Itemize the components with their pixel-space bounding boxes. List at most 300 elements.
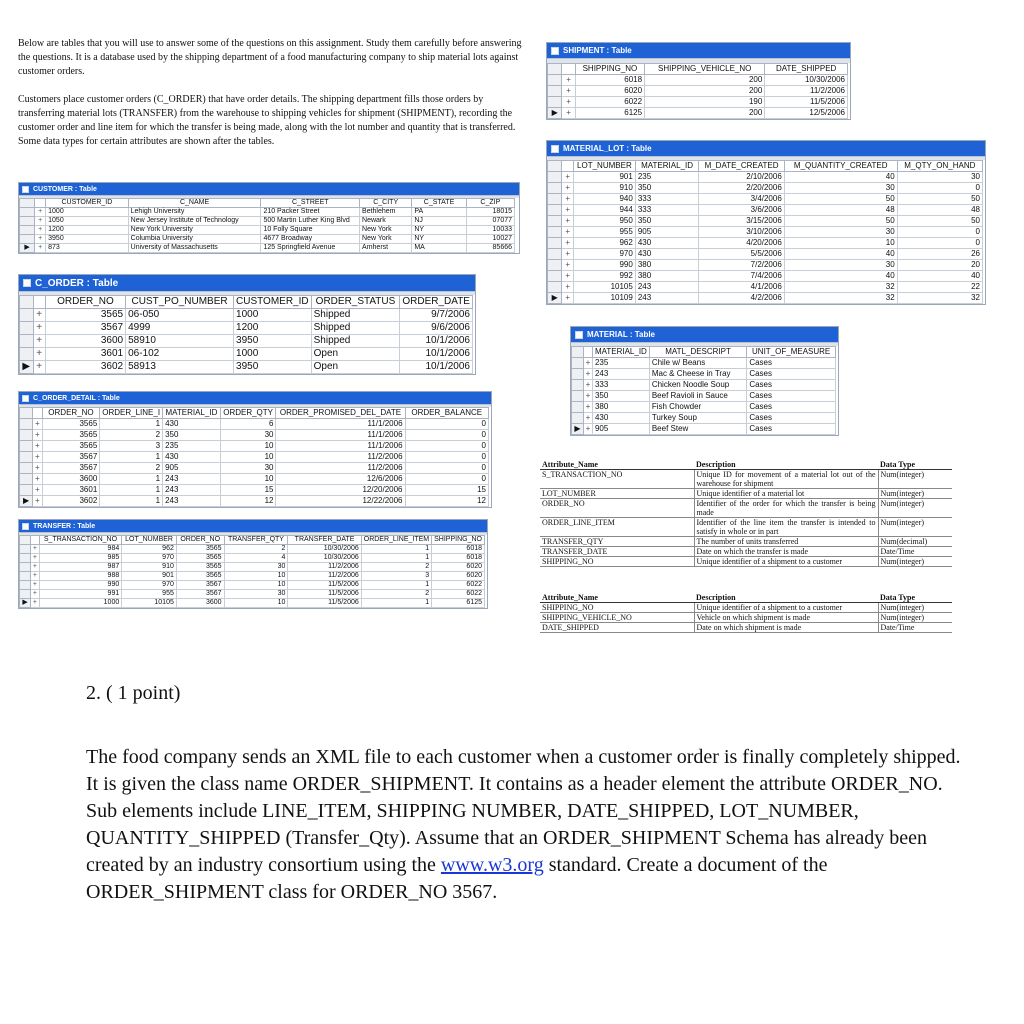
table-title-bar[interactable] xyxy=(19,520,487,532)
table-cell[interactable]: 10109 xyxy=(573,293,635,304)
table-row[interactable] xyxy=(572,358,836,369)
table-cell[interactable]: 40 xyxy=(784,249,897,260)
expand-plus-icon[interactable]: + xyxy=(33,361,45,374)
table-cell[interactable]: 2 xyxy=(224,545,288,554)
expand-plus-icon[interactable]: + xyxy=(33,419,43,430)
table-cell[interactable]: 1 xyxy=(361,545,431,554)
table-cell[interactable]: Cases xyxy=(747,358,836,369)
expand-plus-icon[interactable]: + xyxy=(562,86,575,97)
table-cell[interactable]: 3/4/2006 xyxy=(699,194,784,205)
expand-plus-icon[interactable]: + xyxy=(33,474,43,485)
table-cell[interactable]: Shipped xyxy=(311,335,400,348)
table-cell[interactable]: 235 xyxy=(592,358,649,369)
table-cell[interactable]: 3567 xyxy=(176,581,224,590)
table-cell[interactable]: 0 xyxy=(405,474,488,485)
material-grid[interactable] xyxy=(571,346,836,435)
table-row[interactable] xyxy=(572,369,836,380)
table-cell[interactable]: 6020 xyxy=(432,572,485,581)
table-cell[interactable]: Chicken Noodle Soup xyxy=(649,380,746,391)
expand-plus-icon[interactable]: + xyxy=(31,599,39,608)
table-cell[interactable]: Chile w/ Beans xyxy=(649,358,746,369)
table-cell[interactable]: 6018 xyxy=(575,75,644,86)
c-order-table-window[interactable] xyxy=(18,274,476,375)
table-cell[interactable]: 3567 xyxy=(176,590,224,599)
expand-plus-icon[interactable]: + xyxy=(31,554,39,563)
table-cell[interactable]: 26 xyxy=(897,249,982,260)
table-row[interactable] xyxy=(20,244,515,253)
table-cell[interactable]: 40 xyxy=(897,271,982,282)
table-cell[interactable]: 333 xyxy=(592,380,649,391)
expand-plus-icon[interactable]: + xyxy=(31,581,39,590)
table-cell[interactable]: 1200 xyxy=(234,322,312,335)
table-cell[interactable]: 990 xyxy=(573,260,635,271)
column-header[interactable]: MATL_DESCRIPT xyxy=(649,347,746,358)
expand-plus-icon[interactable]: + xyxy=(31,590,39,599)
table-cell[interactable]: 10 xyxy=(220,452,276,463)
table-cell[interactable]: Lehigh University xyxy=(128,208,261,217)
table-cell[interactable]: 32 xyxy=(784,293,897,304)
row-selector[interactable] xyxy=(20,545,31,554)
table-row[interactable] xyxy=(20,485,489,496)
table-cell[interactable]: 9/6/2006 xyxy=(400,322,473,335)
table-cell[interactable]: 0 xyxy=(405,463,488,474)
table-cell[interactable]: 6020 xyxy=(432,563,485,572)
row-selector[interactable] xyxy=(548,205,562,216)
table-cell[interactable]: 500 Martin Luther King Blvd xyxy=(261,217,360,226)
table-cell[interactable]: 12 xyxy=(220,496,276,507)
table-cell[interactable]: 991 xyxy=(39,590,122,599)
table-cell[interactable]: 10/30/2006 xyxy=(288,554,361,563)
table-cell[interactable]: 3 xyxy=(100,441,163,452)
expand-plus-icon[interactable]: + xyxy=(584,369,593,380)
table-cell[interactable]: 3600 xyxy=(45,335,125,348)
expand-plus-icon[interactable]: + xyxy=(33,335,45,348)
table-cell[interactable]: 1 xyxy=(100,452,163,463)
table-cell[interactable]: 3 xyxy=(361,572,431,581)
table-cell[interactable]: Turkey Soup xyxy=(649,413,746,424)
shipment-table-window[interactable] xyxy=(546,42,851,120)
table-cell[interactable]: 12/22/2006 xyxy=(276,496,405,507)
column-header[interactable]: C_CITY xyxy=(360,199,412,208)
table-title-bar[interactable] xyxy=(547,43,850,58)
row-selector[interactable] xyxy=(548,75,562,86)
table-cell[interactable]: 1 xyxy=(100,485,163,496)
shipment-grid[interactable] xyxy=(547,63,848,119)
table-cell[interactable]: 0 xyxy=(897,227,982,238)
table-cell[interactable]: 30 xyxy=(220,463,276,474)
table-cell[interactable]: 4677 Broadway xyxy=(261,235,360,244)
column-header[interactable]: DATE_SHIPPED xyxy=(765,64,848,75)
row-selector[interactable] xyxy=(572,380,584,391)
column-header[interactable]: SHIPPING_NO xyxy=(575,64,644,75)
table-cell[interactable]: 3950 xyxy=(46,235,129,244)
table-cell[interactable]: 48 xyxy=(784,205,897,216)
column-header[interactable]: M_QUANTITY_CREATED xyxy=(784,161,897,172)
table-cell[interactable]: 11/1/2006 xyxy=(276,419,405,430)
table-cell[interactable]: 243 xyxy=(635,293,698,304)
table-cell[interactable]: 50 xyxy=(897,194,982,205)
table-cell[interactable]: Shipped xyxy=(311,322,400,335)
table-cell[interactable]: 0 xyxy=(897,183,982,194)
column-header[interactable]: C_ZIP xyxy=(466,199,514,208)
table-cell[interactable]: 1 xyxy=(361,554,431,563)
table-row[interactable] xyxy=(20,430,489,441)
table-cell[interactable]: Fish Chowder xyxy=(649,402,746,413)
table-row[interactable] xyxy=(20,590,485,599)
expand-plus-icon[interactable]: + xyxy=(562,194,574,205)
table-row[interactable] xyxy=(548,205,983,216)
expand-plus-icon[interactable]: + xyxy=(562,282,574,293)
table-cell[interactable]: 910 xyxy=(122,563,177,572)
row-selector[interactable] xyxy=(20,563,31,572)
table-cell[interactable]: 10/1/2006 xyxy=(400,361,473,374)
table-cell[interactable]: 1 xyxy=(100,496,163,507)
column-header[interactable]: UNIT_OF_MEASURE xyxy=(747,347,836,358)
table-cell[interactable]: 210 Packer Street xyxy=(261,208,360,217)
table-cell[interactable]: PA xyxy=(412,208,466,217)
table-cell[interactable]: 10033 xyxy=(466,226,514,235)
table-cell[interactable]: Amherst xyxy=(360,244,412,253)
table-cell[interactable]: 11/1/2006 xyxy=(276,430,405,441)
table-cell[interactable]: NJ xyxy=(412,217,466,226)
column-header[interactable]: M_DATE_CREATED xyxy=(699,161,784,172)
table-cell[interactable]: 3565 xyxy=(42,419,100,430)
current-record-indicator-icon[interactable]: ▶ xyxy=(20,496,33,507)
table-cell[interactable]: New Jersey Institute of Technology xyxy=(128,217,261,226)
table-cell[interactable]: Open xyxy=(311,361,400,374)
column-header[interactable]: ORDER_LINE_ITEM xyxy=(361,536,431,545)
table-cell[interactable]: 4/1/2006 xyxy=(699,282,784,293)
row-selector-header[interactable] xyxy=(548,64,562,75)
column-header[interactable]: ORDER_QTY xyxy=(220,408,276,419)
table-cell[interactable]: 4999 xyxy=(126,322,234,335)
table-cell[interactable]: NY xyxy=(412,226,466,235)
expand-plus-icon[interactable]: + xyxy=(33,441,43,452)
material-lot-table-window[interactable] xyxy=(546,140,986,305)
table-cell[interactable]: 243 xyxy=(163,496,221,507)
customer-table-window[interactable] xyxy=(18,182,520,254)
column-header[interactable]: LOT_NUMBER xyxy=(573,161,635,172)
table-cell[interactable]: 10105 xyxy=(122,599,177,608)
table-cell[interactable]: Open xyxy=(311,348,400,361)
table-cell[interactable]: 2/20/2006 xyxy=(699,183,784,194)
table-cell[interactable]: 22 xyxy=(897,282,982,293)
row-selector-header[interactable] xyxy=(548,161,562,172)
table-cell[interactable]: 190 xyxy=(645,97,765,108)
table-cell[interactable]: 30 xyxy=(784,227,897,238)
table-cell[interactable]: 4/20/2006 xyxy=(699,238,784,249)
table-row[interactable] xyxy=(20,226,515,235)
table-cell[interactable]: 40 xyxy=(784,172,897,183)
table-cell[interactable]: 200 xyxy=(645,75,765,86)
table-cell[interactable]: 30 xyxy=(220,430,276,441)
expand-plus-icon[interactable]: + xyxy=(31,545,39,554)
table-cell[interactable]: 10/30/2006 xyxy=(288,545,361,554)
table-cell[interactable]: 10105 xyxy=(573,282,635,293)
table-cell[interactable]: 5/5/2006 xyxy=(699,249,784,260)
table-row[interactable] xyxy=(20,545,485,554)
c-order-detail-grid[interactable] xyxy=(19,407,489,507)
table-cell[interactable]: 12/20/2006 xyxy=(276,485,405,496)
expand-plus-icon[interactable]: + xyxy=(33,322,45,335)
expand-plus-icon[interactable]: + xyxy=(31,563,39,572)
row-selector[interactable] xyxy=(20,441,33,452)
row-selector[interactable] xyxy=(20,208,35,217)
row-selector[interactable] xyxy=(20,322,34,335)
table-cell[interactable]: 10027 xyxy=(466,235,514,244)
expand-plus-icon[interactable]: + xyxy=(584,380,593,391)
table-cell[interactable]: 11/2/2006 xyxy=(276,463,405,474)
table-cell[interactable]: 3602 xyxy=(42,496,100,507)
row-selector[interactable] xyxy=(20,309,34,322)
column-header[interactable]: ORDER_STATUS xyxy=(311,296,400,309)
table-cell[interactable]: 30 xyxy=(897,172,982,183)
table-row[interactable] xyxy=(548,172,983,183)
table-cell[interactable]: 1 xyxy=(361,599,431,608)
table-cell[interactable]: 905 xyxy=(592,424,649,435)
row-selector[interactable] xyxy=(20,217,35,226)
table-cell[interactable]: 50 xyxy=(784,216,897,227)
table-cell[interactable]: 11/2/2006 xyxy=(276,452,405,463)
table-cell[interactable]: 6022 xyxy=(432,581,485,590)
expand-plus-icon[interactable]: + xyxy=(33,463,43,474)
row-selector[interactable] xyxy=(20,430,33,441)
table-cell[interactable]: 333 xyxy=(635,205,698,216)
table-cell[interactable]: 1050 xyxy=(46,217,129,226)
column-header[interactable]: ORDER_LINE_I xyxy=(100,408,163,419)
row-selector[interactable] xyxy=(548,271,562,282)
table-row[interactable] xyxy=(20,419,489,430)
row-selector[interactable] xyxy=(548,86,562,97)
table-title-bar[interactable] xyxy=(547,141,985,156)
column-header[interactable]: ORDER_NO xyxy=(45,296,125,309)
expand-plus-icon[interactable]: + xyxy=(584,358,593,369)
expand-plus-icon[interactable]: + xyxy=(35,208,46,217)
row-selector[interactable] xyxy=(572,358,584,369)
table-cell[interactable]: 1 xyxy=(100,474,163,485)
table-cell[interactable]: 380 xyxy=(635,260,698,271)
table-cell[interactable]: 962 xyxy=(573,238,635,249)
row-selector[interactable] xyxy=(20,554,31,563)
table-cell[interactable]: 430 xyxy=(635,238,698,249)
expand-plus-icon[interactable]: + xyxy=(562,97,575,108)
table-cell[interactable]: 3/10/2006 xyxy=(699,227,784,238)
w3c-link[interactable]: www.w3.org xyxy=(440,854,544,876)
expand-plus-icon[interactable]: + xyxy=(33,348,45,361)
column-header[interactable]: C_STATE xyxy=(412,199,466,208)
row-selector[interactable] xyxy=(548,260,562,271)
column-header[interactable]: CUSTOMER_ID xyxy=(46,199,129,208)
column-header[interactable]: S_TRANSACTION_NO xyxy=(39,536,122,545)
table-cell[interactable]: 20 xyxy=(897,260,982,271)
table-cell[interactable]: 430 xyxy=(592,413,649,424)
table-cell[interactable]: 950 xyxy=(573,216,635,227)
c-order-grid[interactable] xyxy=(19,295,473,374)
column-header[interactable]: MATERIAL_ID xyxy=(163,408,221,419)
table-cell[interactable]: 4 xyxy=(224,554,288,563)
column-header[interactable]: ORDER_NO xyxy=(176,536,224,545)
table-row[interactable] xyxy=(548,260,983,271)
column-header[interactable]: CUSTOMER_ID xyxy=(234,296,312,309)
table-cell[interactable]: 3/6/2006 xyxy=(699,205,784,216)
column-header[interactable]: ORDER_DATE xyxy=(400,296,473,309)
table-cell[interactable]: 992 xyxy=(573,271,635,282)
table-cell[interactable]: 0 xyxy=(405,419,488,430)
table-cell[interactable]: 11/2/2006 xyxy=(288,572,361,581)
table-cell[interactable]: 0 xyxy=(405,441,488,452)
table-row[interactable] xyxy=(20,496,489,507)
expand-plus-icon[interactable]: + xyxy=(35,244,46,253)
table-cell[interactable]: 970 xyxy=(573,249,635,260)
table-cell[interactable]: 984 xyxy=(39,545,122,554)
current-record-indicator-icon[interactable]: ▶ xyxy=(548,293,562,304)
table-cell[interactable]: NY xyxy=(412,235,466,244)
column-header[interactable]: CUST_PO_NUMBER xyxy=(126,296,234,309)
table-cell[interactable]: 1000 xyxy=(234,348,312,361)
table-cell[interactable]: 380 xyxy=(635,271,698,282)
customer-grid[interactable] xyxy=(19,198,515,253)
table-cell[interactable]: 12 xyxy=(405,496,488,507)
table-cell[interactable]: 200 xyxy=(645,108,765,119)
table-row[interactable] xyxy=(20,572,485,581)
table-cell[interactable]: 3565 xyxy=(176,572,224,581)
row-selector[interactable] xyxy=(20,452,33,463)
table-cell[interactable]: 3601 xyxy=(45,348,125,361)
row-selector[interactable] xyxy=(548,216,562,227)
expand-plus-icon[interactable]: + xyxy=(562,293,574,304)
row-selector[interactable] xyxy=(548,172,562,183)
expand-plus-icon[interactable]: + xyxy=(33,430,43,441)
table-row[interactable] xyxy=(548,249,983,260)
table-cell[interactable]: 30 xyxy=(224,563,288,572)
row-selector[interactable] xyxy=(548,227,562,238)
table-row[interactable] xyxy=(572,402,836,413)
table-cell[interactable]: 350 xyxy=(163,430,221,441)
table-cell[interactable]: 985 xyxy=(39,554,122,563)
table-cell[interactable]: 380 xyxy=(592,402,649,413)
table-cell[interactable]: 430 xyxy=(163,419,221,430)
row-selector[interactable] xyxy=(548,183,562,194)
table-cell[interactable]: 1200 xyxy=(46,226,129,235)
table-cell[interactable]: New York University xyxy=(128,226,261,235)
table-row[interactable] xyxy=(20,348,473,361)
table-cell[interactable]: 1 xyxy=(100,419,163,430)
table-cell[interactable]: MA xyxy=(412,244,466,253)
table-cell[interactable]: Cases xyxy=(747,413,836,424)
table-cell[interactable]: 0 xyxy=(897,238,982,249)
column-header[interactable]: M_QTY_ON_HAND xyxy=(897,161,982,172)
table-cell[interactable]: 1000 xyxy=(46,208,129,217)
column-header[interactable]: SHIPPING_NO xyxy=(432,536,485,545)
row-selector[interactable] xyxy=(20,419,33,430)
table-cell[interactable]: 3565 xyxy=(45,309,125,322)
row-selector[interactable] xyxy=(572,402,584,413)
table-cell[interactable]: 11/2/2006 xyxy=(765,86,848,97)
table-row[interactable] xyxy=(20,361,473,374)
table-cell[interactable]: 40 xyxy=(784,271,897,282)
table-cell[interactable]: 0 xyxy=(405,430,488,441)
table-row[interactable] xyxy=(20,581,485,590)
table-cell[interactable]: 243 xyxy=(635,282,698,293)
table-cell[interactable]: 9/7/2006 xyxy=(400,309,473,322)
table-cell[interactable]: 10 Folly Square xyxy=(261,226,360,235)
table-cell[interactable]: 243 xyxy=(592,369,649,380)
table-cell[interactable]: 2/10/2006 xyxy=(699,172,784,183)
table-row[interactable] xyxy=(548,183,983,194)
table-cell[interactable]: 3600 xyxy=(176,599,224,608)
expand-plus-icon[interactable]: + xyxy=(35,235,46,244)
table-cell[interactable]: 6125 xyxy=(575,108,644,119)
expand-plus-icon[interactable]: + xyxy=(35,226,46,235)
table-cell[interactable]: 3/15/2006 xyxy=(699,216,784,227)
table-cell[interactable]: 10/1/2006 xyxy=(400,335,473,348)
row-selector[interactable] xyxy=(548,249,562,260)
table-cell[interactable]: Cases xyxy=(747,380,836,391)
table-row[interactable] xyxy=(20,452,489,463)
table-cell[interactable]: 333 xyxy=(635,194,698,205)
row-selector[interactable] xyxy=(20,581,31,590)
current-record-indicator-icon[interactable]: ▶ xyxy=(20,244,35,253)
table-cell[interactable]: 873 xyxy=(46,244,129,253)
column-header[interactable]: ORDER_PROMISED_DEL_DATE xyxy=(276,408,405,419)
column-header[interactable]: MATERIAL_ID xyxy=(592,347,649,358)
table-cell[interactable]: 10 xyxy=(224,572,288,581)
table-cell[interactable]: 6018 xyxy=(432,545,485,554)
row-selector[interactable] xyxy=(20,572,31,581)
table-cell[interactable]: 3565 xyxy=(176,554,224,563)
expand-plus-icon[interactable]: + xyxy=(584,402,593,413)
table-cell[interactable]: 940 xyxy=(573,194,635,205)
table-cell[interactable]: 0 xyxy=(405,452,488,463)
table-cell[interactable]: 11/5/2006 xyxy=(288,599,361,608)
row-selector[interactable] xyxy=(20,348,34,361)
table-cell[interactable]: 2 xyxy=(100,430,163,441)
table-cell[interactable]: 7/4/2006 xyxy=(699,271,784,282)
table-cell[interactable]: 18015 xyxy=(466,208,514,217)
table-row[interactable] xyxy=(548,86,848,97)
table-cell[interactable]: 12/5/2006 xyxy=(765,108,848,119)
table-row[interactable] xyxy=(20,335,473,348)
table-cell[interactable]: 6022 xyxy=(432,590,485,599)
table-cell[interactable]: 3567 xyxy=(45,322,125,335)
table-cell[interactable]: 350 xyxy=(635,183,698,194)
table-cell[interactable]: 3601 xyxy=(42,485,100,496)
table-row[interactable] xyxy=(548,75,848,86)
column-header[interactable]: LOT_NUMBER xyxy=(122,536,177,545)
table-cell[interactable]: 11/5/2006 xyxy=(765,97,848,108)
current-record-indicator-icon[interactable]: ▶ xyxy=(548,108,562,119)
table-cell[interactable]: 987 xyxy=(39,563,122,572)
table-row[interactable] xyxy=(20,474,489,485)
table-cell[interactable]: 07077 xyxy=(466,217,514,226)
table-cell[interactable]: Newark xyxy=(360,217,412,226)
table-cell[interactable]: 11/2/2006 xyxy=(288,563,361,572)
material-table-window[interactable] xyxy=(570,326,839,436)
table-cell[interactable]: 905 xyxy=(635,227,698,238)
expand-plus-icon[interactable]: + xyxy=(562,227,574,238)
expand-plus-icon[interactable]: + xyxy=(562,271,574,282)
table-cell[interactable]: New York xyxy=(360,226,412,235)
row-selector[interactable] xyxy=(20,235,35,244)
table-cell[interactable]: 85666 xyxy=(466,244,514,253)
row-selector[interactable] xyxy=(572,391,584,402)
expand-plus-icon[interactable]: + xyxy=(33,496,43,507)
expand-plus-icon[interactable]: + xyxy=(33,485,43,496)
row-selector-header[interactable] xyxy=(20,296,34,309)
row-selector[interactable] xyxy=(20,335,34,348)
table-cell[interactable]: Cases xyxy=(747,402,836,413)
transfer-grid[interactable] xyxy=(19,535,485,608)
